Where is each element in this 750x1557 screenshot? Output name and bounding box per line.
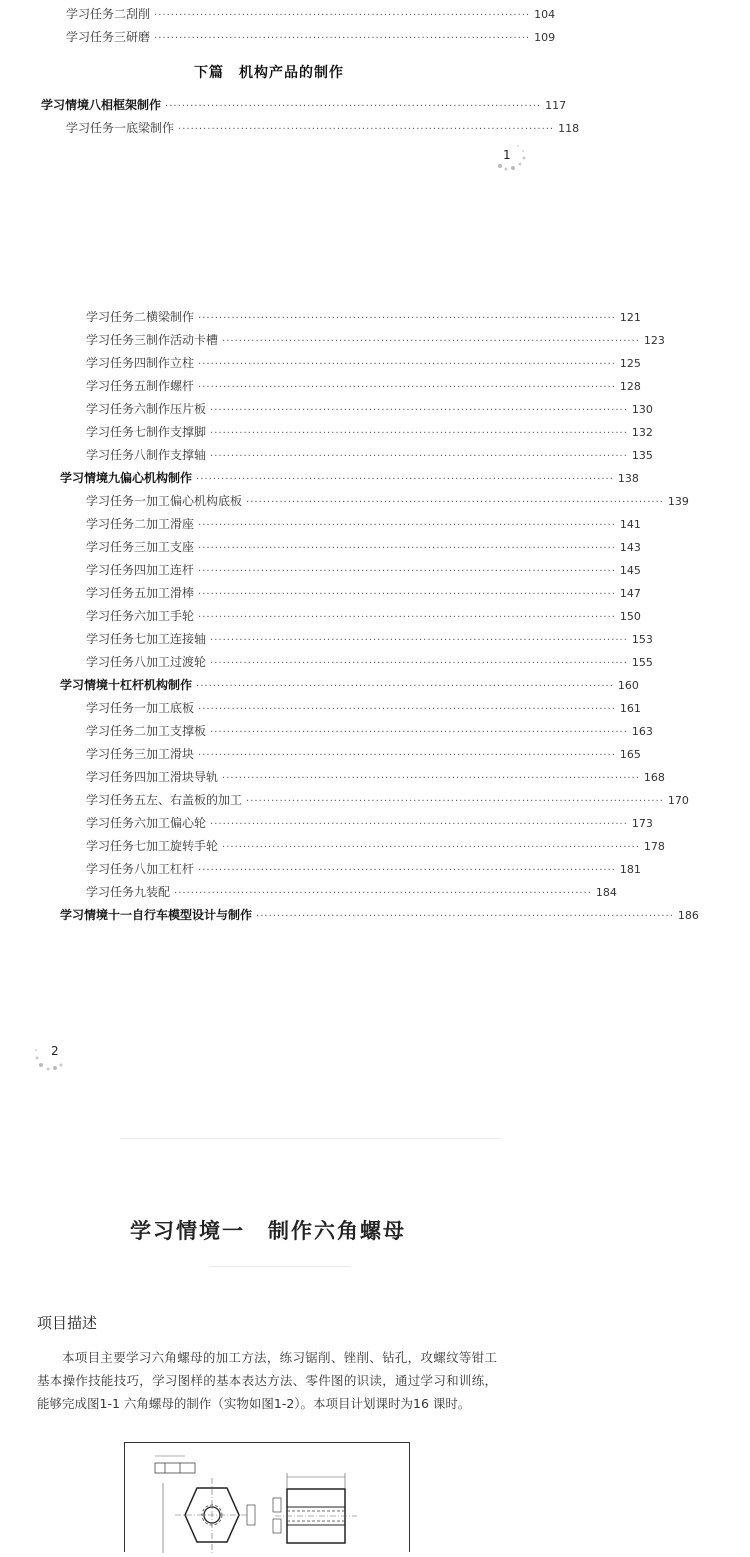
- title-shadow-rule: [210, 1266, 350, 1267]
- toc-entry-label: 学习任务三: [86, 333, 147, 347]
- toc-entry-title: 偏心机构制作: [120, 471, 193, 485]
- toc-entry-title: 加工偏心机构底板: [146, 494, 243, 508]
- toc-entry-title: 自行车模型设计与制作: [132, 908, 253, 922]
- hex-nut-drawing: [124, 1442, 410, 1552]
- toc-entry-label: 学习任务二: [66, 7, 127, 21]
- toc-entry-label: 学习任务四: [86, 356, 147, 370]
- toc-entry-label: 学习任务一: [86, 701, 147, 715]
- toc-entry-page: 138: [617, 472, 639, 485]
- toc-situation: [41, 95, 567, 115]
- leader-dots: ··························································································: [165, 101, 542, 112]
- toc-entry-title: 刮削: [126, 7, 151, 21]
- toc-entry-label: 学习任务八: [86, 448, 147, 462]
- leader-dots: ····································································································: [198, 566, 616, 577]
- toc-entry: [66, 27, 556, 47]
- toc-entry-title: 加工支座: [146, 540, 195, 554]
- toc-entry-page: 135: [631, 449, 653, 462]
- leader-dots: ····································································································: [210, 635, 628, 646]
- leader-dots: ····································································································: [210, 428, 628, 439]
- toc-entry-title: 加工偏心轮: [146, 816, 207, 830]
- toc-entry-page: 184: [595, 886, 617, 899]
- toc-entry-title: 加工滑块: [146, 747, 195, 761]
- leader-dots: ····································································································: [210, 405, 628, 416]
- leader-dots: ····································································································: [196, 474, 614, 485]
- toc-entry: [86, 882, 617, 902]
- leader-dots: ····································································································: [198, 382, 616, 393]
- toc-entry: [86, 767, 665, 787]
- toc-entry-page: 109: [534, 31, 556, 44]
- leader-dots: ····································································································: [256, 911, 674, 922]
- toc-entry-title: 加工连接轴: [146, 632, 207, 646]
- toc-entry-title: 制作螺杆: [146, 379, 195, 393]
- toc-entry-label: 学习任务八: [86, 862, 147, 876]
- toc-entry-title: 制作压片板: [146, 402, 207, 416]
- leader-dots: ····································································································: [198, 704, 616, 715]
- toc-entry-label: 学习任务一: [86, 494, 147, 508]
- toc-entry-label: 学习任务三: [86, 540, 147, 554]
- toc-entry: [86, 399, 653, 419]
- page-number: 2: [51, 1044, 59, 1058]
- toc-entry-page: 161: [619, 702, 641, 715]
- toc-entry-label: 学习任务七: [86, 632, 147, 646]
- hex-nut-drawing-svg: [125, 1443, 411, 1553]
- part-heading: 下篇 机构产品的制作: [194, 65, 344, 81]
- toc-entry-label: 学习任务八: [86, 655, 147, 669]
- toc-entry-page: 118: [558, 122, 580, 135]
- toc-entry-title: 研磨: [126, 30, 151, 44]
- leader-dots: ··························································································: [154, 33, 531, 44]
- toc-entry-label: 学习任务三: [66, 30, 127, 44]
- toc-entry: [86, 445, 653, 465]
- page-number: 1: [503, 148, 511, 162]
- toc-entry-title: 杠杆机构制作: [120, 678, 193, 692]
- toc-entry: [66, 4, 556, 24]
- toc-entry-page: 147: [619, 587, 641, 600]
- toc-entry: [86, 514, 641, 534]
- toc-entry: [86, 698, 641, 718]
- leader-dots: ····································································································: [222, 842, 640, 853]
- toc-entry: [66, 118, 580, 138]
- leader-dots: ····································································································: [196, 681, 614, 692]
- toc-entry: [86, 744, 641, 764]
- toc-entry-page: 160: [617, 679, 639, 692]
- toc-entry-label: 学习任务一: [66, 121, 127, 135]
- toc-entry-page: 141: [619, 518, 641, 531]
- toc-entry: [86, 629, 653, 649]
- toc-entry: [86, 813, 653, 833]
- toc-entry: [86, 859, 641, 879]
- toc-entry-label: 学习任务四: [86, 563, 147, 577]
- toc-entry-label: 学习任务六: [86, 609, 147, 623]
- leader-dots: ····································································································: [198, 750, 616, 761]
- toc-entry-label: 学习情境十一: [60, 908, 133, 922]
- toc-entry-page: 104: [534, 8, 556, 21]
- leader-dots: ····································································································: [222, 336, 640, 347]
- toc-entry-title: 加工杠杆: [146, 862, 195, 876]
- leader-dots: ····································································································: [198, 543, 616, 554]
- toc-entry-title: 加工旋转手轮: [146, 839, 219, 853]
- toc-entry-label: 学习任务二: [86, 517, 147, 531]
- toc-entry-label: 学习任务六: [86, 402, 147, 416]
- toc-entry-title: 加工滑棒: [146, 586, 195, 600]
- toc-entry-page: 153: [631, 633, 653, 646]
- toc-entry-label: 学习任务七: [86, 425, 147, 439]
- toc-entry: [86, 491, 689, 511]
- toc-entry-page: 163: [631, 725, 653, 738]
- toc-entry: [86, 790, 689, 810]
- toc-entry: [86, 330, 665, 350]
- toc-entry-page: 173: [631, 817, 653, 830]
- leader-dots: ····································································································: [210, 819, 628, 830]
- toc-entry: [86, 721, 653, 741]
- leader-dots: ····································································································: [198, 313, 616, 324]
- toc-entry-page: 178: [643, 840, 665, 853]
- header-rule: [120, 1138, 500, 1139]
- toc-entry-title: 装配: [146, 885, 171, 899]
- toc-entry-title: 制作支撑脚: [146, 425, 207, 439]
- toc-entry-label: 学习任务五: [86, 586, 147, 600]
- toc-entry: [86, 376, 641, 396]
- toc-entry-page: 125: [619, 357, 641, 370]
- toc-page-1: [0, 0, 750, 170]
- toc-situation: [60, 905, 699, 925]
- toc-entry: [86, 537, 641, 557]
- toc-entry: [86, 606, 641, 626]
- toc-entry-label: 学习任务五: [86, 379, 147, 393]
- toc-entry-label: 学习情境九: [60, 471, 121, 485]
- toc-entry-page: 170: [667, 794, 689, 807]
- toc-situation: [60, 468, 639, 488]
- toc-entry-page: 121: [619, 311, 641, 324]
- toc-entry: [86, 307, 641, 327]
- leader-dots: ····································································································: [198, 612, 616, 623]
- toc-entry: [86, 422, 653, 442]
- toc-entry-title: 横梁制作: [146, 310, 195, 324]
- toc-entry-page: 186: [677, 909, 699, 922]
- toc-entry-page: 181: [619, 863, 641, 876]
- toc-entry-page: 132: [631, 426, 653, 439]
- toc-entry-label: 学习任务四: [86, 770, 147, 784]
- toc-entry-label: 学习任务二: [86, 310, 147, 324]
- toc-entry-page: 143: [619, 541, 641, 554]
- leader-dots: ····································································································: [198, 589, 616, 600]
- leader-dots: ····································································································: [246, 497, 664, 508]
- leader-dots: ····································································································: [198, 520, 616, 531]
- chapter-title: 学习情境一 制作六角螺母: [130, 1218, 406, 1243]
- toc-entry-title: 加工滑块导轨: [146, 770, 219, 784]
- toc-entry-page: 128: [619, 380, 641, 393]
- toc-entry: [86, 836, 665, 856]
- toc-entry-title: 底梁制作: [126, 121, 175, 135]
- toc-entry-label: 学习任务七: [86, 839, 147, 853]
- section-heading: 项目描述: [37, 1314, 98, 1332]
- toc-situation: [60, 675, 639, 695]
- leader-dots: ····································································································: [198, 359, 616, 370]
- toc-entry-page: 165: [619, 748, 641, 761]
- toc-entry-label: 学习任务六: [86, 816, 147, 830]
- leader-dots: ····································································································: [210, 727, 628, 738]
- toc-entry-label: 学习情境十: [60, 678, 121, 692]
- toc-entry-page: 150: [619, 610, 641, 623]
- page-corner-dots-icon: [32, 1044, 66, 1074]
- body-paragraph: 本项目主要学习六角螺母的加工方法，练习锯削、锉削、钻孔，攻螺纹等钳工基本操作技能技巧，学习图样的基本表达方法、零件图的识读，通过学习和训练，能够完成图1-1 六角螺母的制作（实物如图1-2）。本项目计划课时为16 课时。: [37, 1350, 497, 1411]
- leader-dots: ····································································································: [210, 451, 628, 462]
- toc-entry-title: 制作活动卡槽: [146, 333, 219, 347]
- toc-entry-label: 学习任务三: [86, 747, 147, 761]
- leader-dots: ··························································································: [178, 124, 555, 135]
- toc-entry-page: 145: [619, 564, 641, 577]
- toc-entry: [86, 652, 653, 672]
- toc-entry-label: 学习任务五: [86, 793, 147, 807]
- toc-entry-title: 加工底板: [146, 701, 195, 715]
- leader-dots: ····································································································: [198, 865, 616, 876]
- leader-dots: ····································································································: [174, 888, 592, 899]
- toc-entry-label: 学习任务二: [86, 724, 147, 738]
- leader-dots: ····································································································: [222, 773, 640, 784]
- leader-dots: ····································································································: [210, 658, 628, 669]
- toc-entry-title: 相框架制作: [101, 98, 162, 112]
- toc-entry-title: 加工支撑板: [146, 724, 207, 738]
- toc-entry-title: 制作支撑轴: [146, 448, 207, 462]
- toc-entry-label: 学习任务九: [86, 885, 147, 899]
- leader-dots: ····································································································: [246, 796, 664, 807]
- toc-entry: [86, 583, 641, 603]
- toc-entry-title: 加工手轮: [146, 609, 195, 623]
- toc-entry-title: 加工过渡轮: [146, 655, 207, 669]
- page-corner-dots-icon: [496, 142, 530, 172]
- toc-entry: [86, 560, 641, 580]
- toc-entry-title: 制作立柱: [146, 356, 195, 370]
- leader-dots: ··························································································: [154, 10, 531, 21]
- toc-entry-title: 左、右盖板的加工: [146, 793, 243, 807]
- toc-entry: [86, 353, 641, 373]
- toc-entry-page: 139: [667, 495, 689, 508]
- toc-entry-page: 155: [631, 656, 653, 669]
- toc-entry-title: 加工滑座: [146, 517, 195, 531]
- toc-entry-page: 130: [631, 403, 653, 416]
- toc-entry-page: 117: [545, 99, 567, 112]
- toc-page-2: [0, 300, 750, 1080]
- toc-entry-page: 123: [643, 334, 665, 347]
- toc-entry-title: 加工连杆: [146, 563, 195, 577]
- toc-entry-label: 学习情境八: [41, 98, 102, 112]
- toc-entry-page: 168: [643, 771, 665, 784]
